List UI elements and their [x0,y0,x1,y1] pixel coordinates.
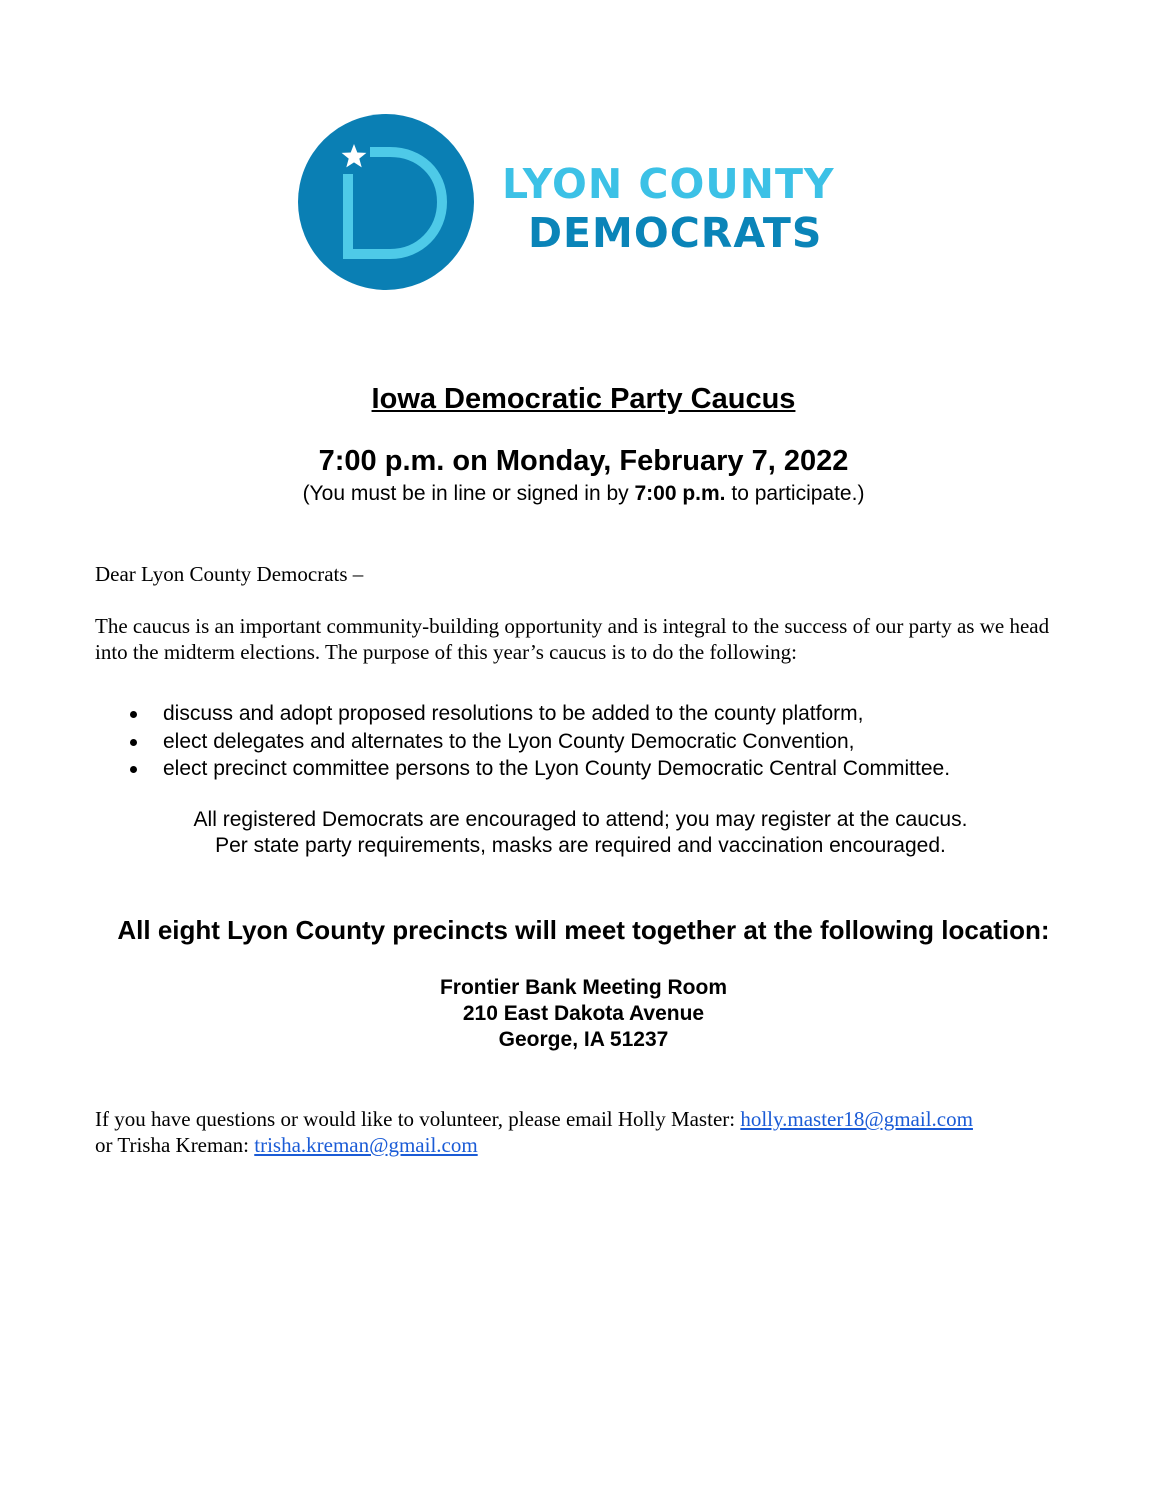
event-note-after: to participate.) [725,482,865,505]
list-item [127,700,950,728]
registration-notice: All registered Democrats are encouraged to attend; you may register at the caucus. [193,808,968,831]
logo-line-democrats: DEMOCRATS [528,209,823,257]
contact-text-1: If you have questions or would like to volunteer, please email Holly Master: [95,1107,741,1131]
list-item-text: elect precinct committee persons to the Lyon County Democratic Central Committee. [163,757,951,780]
list-item [127,728,950,756]
list-item-text: discuss and adopt proposed resolutions to be added to the county platform, [163,702,864,725]
bullet-icon [130,739,137,746]
trisha-email-link[interactable]: trisha.kreman@gmail.com [254,1133,478,1157]
logo-circle-icon [298,114,474,290]
event-note-before: (You must be in line or signed in by [302,482,635,505]
logo-wordmark [502,160,835,257]
venue-city: George, IA 51237 [498,1028,669,1051]
bullet-icon [130,711,137,718]
venue-name: Frontier Bank Meeting Room [439,976,728,999]
holly-email-link[interactable]: holly.master18@gmail.com [740,1107,973,1131]
salutation: Dear Lyon County Democrats – [95,562,364,586]
intro-paragraph: The caucus is an important community-building opportunity and is integral to the success of our party as we head into the midterm elections. The purpose of this year’s caucus is to do the following: [95,614,1050,664]
mask-notice: Per state party requirements, masks are required and vaccination encouraged. [215,834,946,857]
contact-paragraph [95,1106,1095,1158]
logo-line-lyon-county: LYON COUNTY [502,160,835,208]
list-item-text: elect delegates and alternates to the Lyon County Democratic Convention, [163,729,855,753]
event-note [0,482,1167,506]
event-time: 7:00 p.m. on Monday, February 7, 2022 [318,445,849,477]
lyon-county-democrats-logo [298,114,898,292]
event-note-time: 7:00 p.m. [634,482,726,505]
venue-street: 210 East Dakota Avenue [462,1002,705,1025]
bullet-icon [130,766,137,773]
list-item [127,755,950,783]
page-title: Iowa Democratic Party Caucus [371,383,796,415]
location-heading: All eight Lyon County precincts will meet together at the following location: [117,915,1050,945]
contact-text-2: or Trisha Kreman: [95,1133,255,1157]
caucus-purpose-list [127,700,950,783]
